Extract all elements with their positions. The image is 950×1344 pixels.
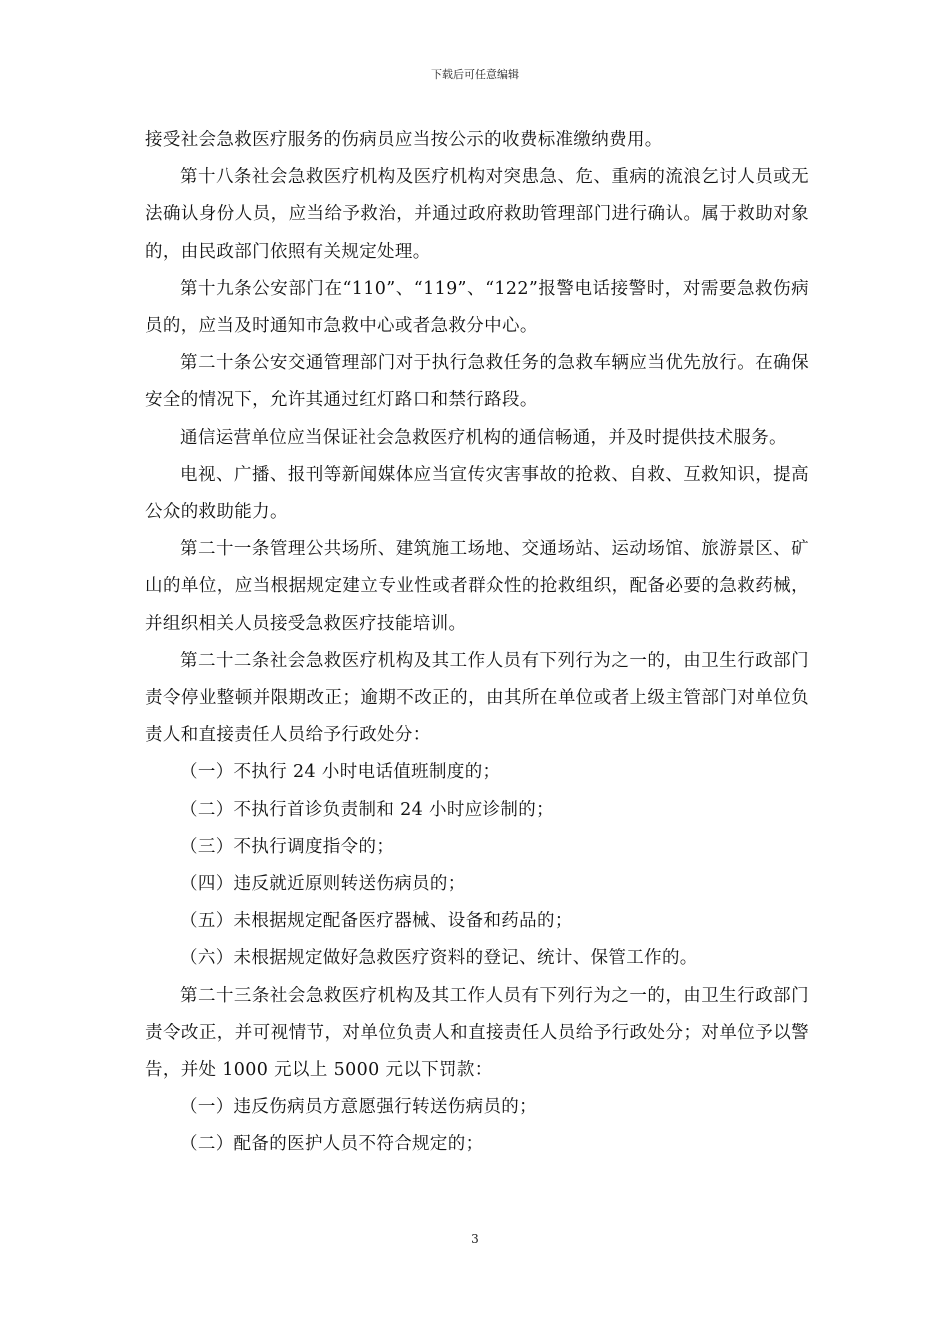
page-number: 3 (471, 1232, 479, 1246)
list-item-article-22-2: （二）不执行首诊负责制和 24 小时应诊制的； (180, 799, 554, 820)
paragraph-article-21: 第二十一条管理公共场所、建筑施工场地、交通场站、运动场馆、旅游景区、矿山的单位，应当根据规定建立专业性或者群众性的抢救组织，配备必要的急救药械，并组织相关人员接受急救医疗技能培训。 (145, 539, 809, 634)
paragraph-article-23: 第二十三条社会急救医疗机构及其工作人员有下列行为之一的，由卫生行政部门责令改正，并可视情节，对单位负责人和直接责任人员给予行政处分；对单位予以警告，并处 1000 元以上 5000 元以下罚款： (145, 985, 809, 1081)
list-item-article-23-1: （一）违反伤病员方意愿强行转送伤病员的； (180, 1097, 537, 1118)
list-item-article-22-6: （六）未根据规定做好急救医疗资料的登记、统计、保管工作的。 (180, 948, 698, 969)
page-header: 下载后可任意编辑 (431, 68, 519, 81)
list-item-article-22-1: （一）不执行 24 小时电话值班制度的； (180, 762, 501, 783)
paragraph-news-media: 电视、广播、报刊等新闻媒体应当宣传灾害事故的抢救、自救、互救知识，提高公众的救助能力。 (145, 464, 809, 523)
paragraph-article-20: 第二十条公安交通管理部门对于执行急救任务的急救车辆应当优先放行。在确保安全的情况下，允许其通过红灯路口和禁行路段。 (145, 353, 809, 411)
list-item-article-22-3: （三）不执行调度指令的； (180, 836, 395, 857)
list-item-article-22-4: （四）违反就近原则转送伤病员的； (180, 874, 466, 895)
paragraph-telecom-operators: 通信运营单位应当保证社会急救医疗机构的通信畅通，并及时提供技术服务。 (180, 427, 787, 448)
paragraph-fee-payment: 接受社会急救医疗服务的伤病员应当按公示的收费标准缴纳费用。 (145, 130, 663, 150)
paragraph-article-18: 第十八条社会急救医疗机构及医疗机构对突患急、危、重病的流浪乞讨人员或无法确认身份人员，应当给予救治，并通过政府救助管理部门进行确认。属于救助对象的，由民政部门依照有关规定处理。 (145, 167, 809, 262)
list-item-article-22-5: （五）未根据规定配备医疗器械、设备和药品的； (180, 911, 573, 932)
document-body (145, 122, 809, 1164)
paragraph-article-22: 第二十二条社会急救医疗机构及其工作人员有下列行为之一的，由卫生行政部门责令停业整顿并限期改正；逾期不改正的，由其所在单位或者上级主管部门对单位负责人和直接责任人员给予行政处分： (145, 650, 809, 746)
paragraph-article-19: 第十九条公安部门在“110”、“119”、“122”报警电话接警时，对需要急救伤病员的，应当及时通知市急救中心或者急救分中心。 (145, 278, 809, 337)
list-item-article-23-2: （二）配备的医护人员不符合规定的； (180, 1134, 484, 1155)
